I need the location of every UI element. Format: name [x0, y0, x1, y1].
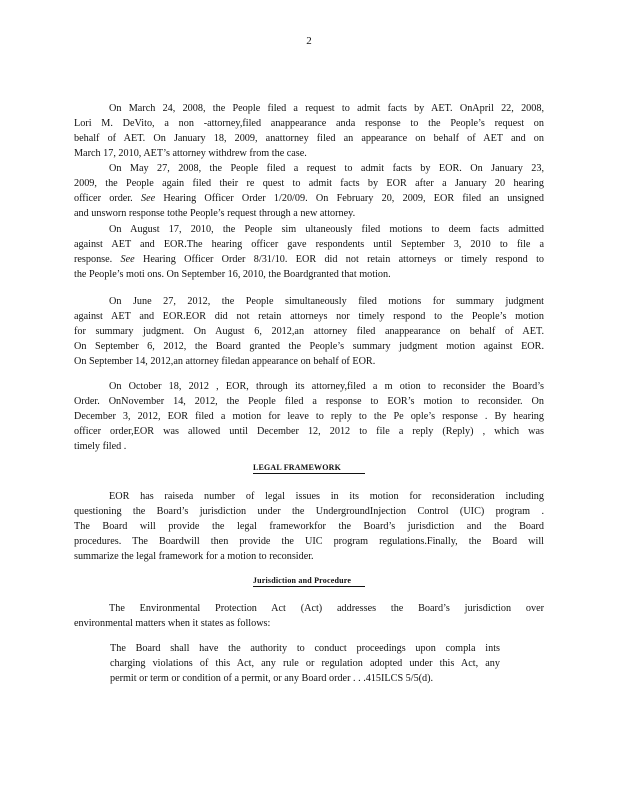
text-line: EOR has raiseda number of legal issues in its motion for reconsideration including — [109, 491, 544, 502]
text-line: timely filed . — [74, 441, 127, 452]
text-line: On October 18, 2012 , EOR, through its attorney,filed a m otion to reconsider the Board’s — [109, 381, 544, 392]
text-line: 2009, the People again filed their re quest to admit facts by EOR after a January 20 hearing — [74, 178, 544, 189]
text-line: questioning the Board’s jurisdiction under the UndergroundInjection Control (UIC) program . — [74, 506, 544, 517]
paragraph-summary-judgment — [74, 294, 544, 369]
text-line: March 17, 2010, AET’s attorney withdrew from the case. — [74, 148, 307, 159]
text-line: Order. OnNovember 14, 2012, the People filed a response to EOR’s motion to reconsider. On — [74, 396, 544, 407]
heading-jurisdiction-procedure — [0, 576, 618, 585]
text-line: summarize the legal framework for a motion to reconsider. — [74, 551, 314, 562]
text-line: officer order,EOR was allowed until December 12, 2012 to file a reply (Reply) , which was — [74, 426, 544, 437]
citation-signal: See — [120, 254, 135, 265]
text-line: for summary judgment. On August 6, 2012,an attorney filed anappearance on behalf of AET. — [74, 326, 544, 337]
page-number: 2 — [306, 35, 312, 47]
text-line: On June 27, 2012, the People simultaneously filed motions for summary judgment — [109, 296, 544, 307]
paragraph-motion-to-reconsider — [74, 379, 544, 454]
text-line: The Board will provide the legal frameworkfor the Board’s jurisdiction and the Board — [74, 521, 544, 532]
paragraph-procedural-history-eor — [74, 161, 544, 221]
paragraph-motions-to-deem — [74, 222, 544, 282]
text-line: and unsworn response tothe People’s request through a new attorney. — [74, 208, 356, 219]
text-line: procedures. The Boardwill then provide the UIC program regulations.Finally, the Board will — [74, 536, 544, 547]
heading-legal-framework-text: LEGAL FRAMEWORK — [253, 463, 365, 474]
quote-line: permit or term or condition of a permit, or any Board order . . .415ILCS 5/5(d). — [110, 673, 434, 684]
block-quote-statute — [110, 641, 500, 686]
text-line: On September 6, 2012, the Board granted the People’s summary judgment motion against EOR. — [74, 341, 544, 352]
heading-jurisdiction-procedure-text: Jurisdiction and Procedure — [253, 576, 365, 587]
text-line: On May 27, 2008, the People filed a request to admit facts by EOR. On January 23, — [109, 163, 544, 174]
text-line: officer order. See Hearing Officer Order 1/20/09. On February 20, 2009, EOR filed an unsigned — [74, 193, 544, 204]
text-line: against AET and EOR.EOR did not retain attorneys nor timely respond to the People’s motion — [74, 311, 544, 322]
text-line: behalf of AET. On January 18, 2009, anattorney filed an appearance on behalf of AET and on — [74, 133, 544, 144]
paragraph-legal-issues — [74, 489, 544, 564]
quote-line: charging violations of this Act, any rule or regulation adopted under this Act, any — [110, 658, 500, 669]
text-line: On August 17, 2010, the People sim ultaneously filed motions to deem facts admitted — [109, 224, 544, 235]
citation-signal: See — [140, 193, 156, 204]
quote-line: The Board shall have the authority to conduct proceedings upon compla ints — [110, 643, 500, 654]
text-line: response. See Hearing Officer Order 8/31/10. EOR did not retain attorneys or timely respond to — [74, 254, 545, 265]
text-line: environmental matters when it states as follows: — [74, 618, 271, 629]
heading-legal-framework — [0, 463, 618, 472]
text-line: On September 14, 2012,an attorney filedan appearance on behalf of EOR. — [74, 356, 376, 367]
text-line: Lori M. DeVito, a non -attorney,filed anappearance anda response to the People’s request on — [74, 118, 544, 129]
paragraph-procedural-history-aet — [74, 101, 544, 161]
text-line: December 3, 2012, EOR filed a motion for leave to reply to the Pe ople’s response . By hearing — [74, 411, 544, 422]
text-line: The Environmental Protection Act (Act) addresses the Board’s jurisdiction over — [109, 603, 544, 614]
text-line: against AET and EOR.The hearing officer gave respondents until September 3, 2010 to file a — [74, 239, 544, 250]
paragraph-environmental-protection-act — [74, 601, 544, 631]
text-line: the People’s moti ons. On September 16, 2010, the Boardgranted that motion. — [74, 269, 391, 280]
text-line: On March 24, 2008, the People filed a request to admit facts by AET. OnApril 22, 2008, — [109, 103, 544, 114]
